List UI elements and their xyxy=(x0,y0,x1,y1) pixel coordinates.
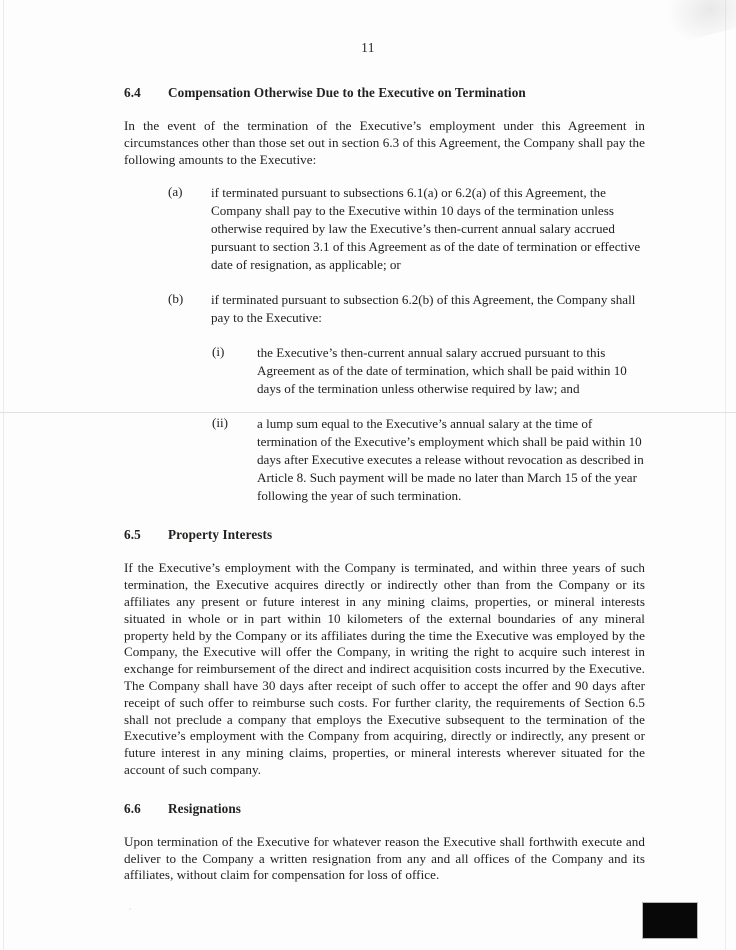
scan-speck xyxy=(129,908,131,910)
section-title: Property Interests xyxy=(168,527,273,543)
section-heading-6-6 xyxy=(124,800,645,817)
document-body xyxy=(124,84,645,884)
section-number: 6.4 xyxy=(124,85,141,100)
spacer xyxy=(124,505,645,526)
list-item xyxy=(124,184,645,274)
section-title: Compensation Otherwise Due to the Executive on Termination xyxy=(168,85,526,100)
spacer xyxy=(124,543,645,560)
sublist-marker: (i) xyxy=(212,344,225,360)
redaction-block xyxy=(643,903,697,938)
list-item-text: if terminated pursuant to subsection 6.2(b) of this Agreement, the Company shall pay to the Executive: xyxy=(211,292,636,326)
section-6-4-list xyxy=(124,184,645,505)
page-edge-left xyxy=(3,0,4,950)
spacer xyxy=(124,779,645,800)
sublist-item xyxy=(211,344,645,398)
section-6-5-paragraph: If the Executive’s employment with the Company is terminated, and within three years of such termination, the Executive acquires directly or indirectly other than from the Company or its affiliates any present or future interest in any mining claims, properties, or mineral interests situated in whole or in part within 10 kilometers of the external boundaries of any mineral property held by the Company or its affiliates during the time the Executive was employed by the Company, the Executive will offer the Company, in writing the right to acquire such interest in exchange for reimbursement of the direct and indirect acquisition costs incurred by the Executive. The Company shall have 30 days after receipt of such offer to accept the offer and 90 days after receipt of such offer to reimburse such costs. For further clarity, the requirements of Section 6.5 shall not preclude a company that employs the Executive subsequent to the termination of the Executive’s employment with the Company from acquiring, directly or indirectly, any present or future interest in any mining claims, properties, or mineral interests wherever situated for the account of such company. xyxy=(124,560,645,777)
spacer xyxy=(124,817,645,834)
section-title: Resignations xyxy=(168,800,242,816)
section-number: 6.6 xyxy=(124,800,141,816)
spacer xyxy=(124,168,645,184)
page-number: 11 xyxy=(361,40,375,55)
section-6-4-sublist xyxy=(211,344,645,505)
section-6-4-intro-paragraph: In the event of the termination of the Executive’s employment under this Agreement in circumstances other than those set out in section 6.3 of this Agreement, the Company shall pay the following amounts to the Executive: xyxy=(124,118,645,167)
list-item-text: if terminated pursuant to subsections 6.1(a) or 6.2(a) of this Agreement, the Company shall pay to the Executive within 10 days of the termination unless otherwise required by law the Executive’s then-current annual salary accrued pursuant to section 3.1 of this Agreement as of the date of termination or effective date of resignation, as applicable; or xyxy=(211,185,641,273)
section-heading-6-5 xyxy=(124,526,645,543)
page-edge-right xyxy=(725,0,726,950)
sublist-marker: (ii) xyxy=(212,415,228,431)
sublist-item-text: a lump sum equal to the Executive’s annual salary at the time of termination of the Executive’s employment which shall be paid within 10 days after Executive executes a release without revocation as described in Article 8. Such payment will be made no later than March 15 of the year following the year of such termination. xyxy=(257,416,644,504)
section-heading-6-4 xyxy=(124,84,645,101)
sublist-item-text: the Executive’s then-current annual salary accrued pursuant to this Agreement as of the date of termination, which shall be paid within 10 days of the termination unless otherwise required by law; and xyxy=(257,345,627,397)
list-marker: (b) xyxy=(168,291,184,307)
section-number: 6.5 xyxy=(124,527,141,543)
sublist-item xyxy=(211,415,645,505)
list-marker: (a) xyxy=(168,184,183,200)
list-item xyxy=(124,291,645,505)
spacer xyxy=(124,101,645,118)
section-6-6-paragraph: Upon termination of the Executive for whatever reason the Executive shall forthwith execute and deliver to the Company a written resignation from any and all offices of the Company and its affiliates, without claim for compensation for loss of office. xyxy=(124,833,645,883)
